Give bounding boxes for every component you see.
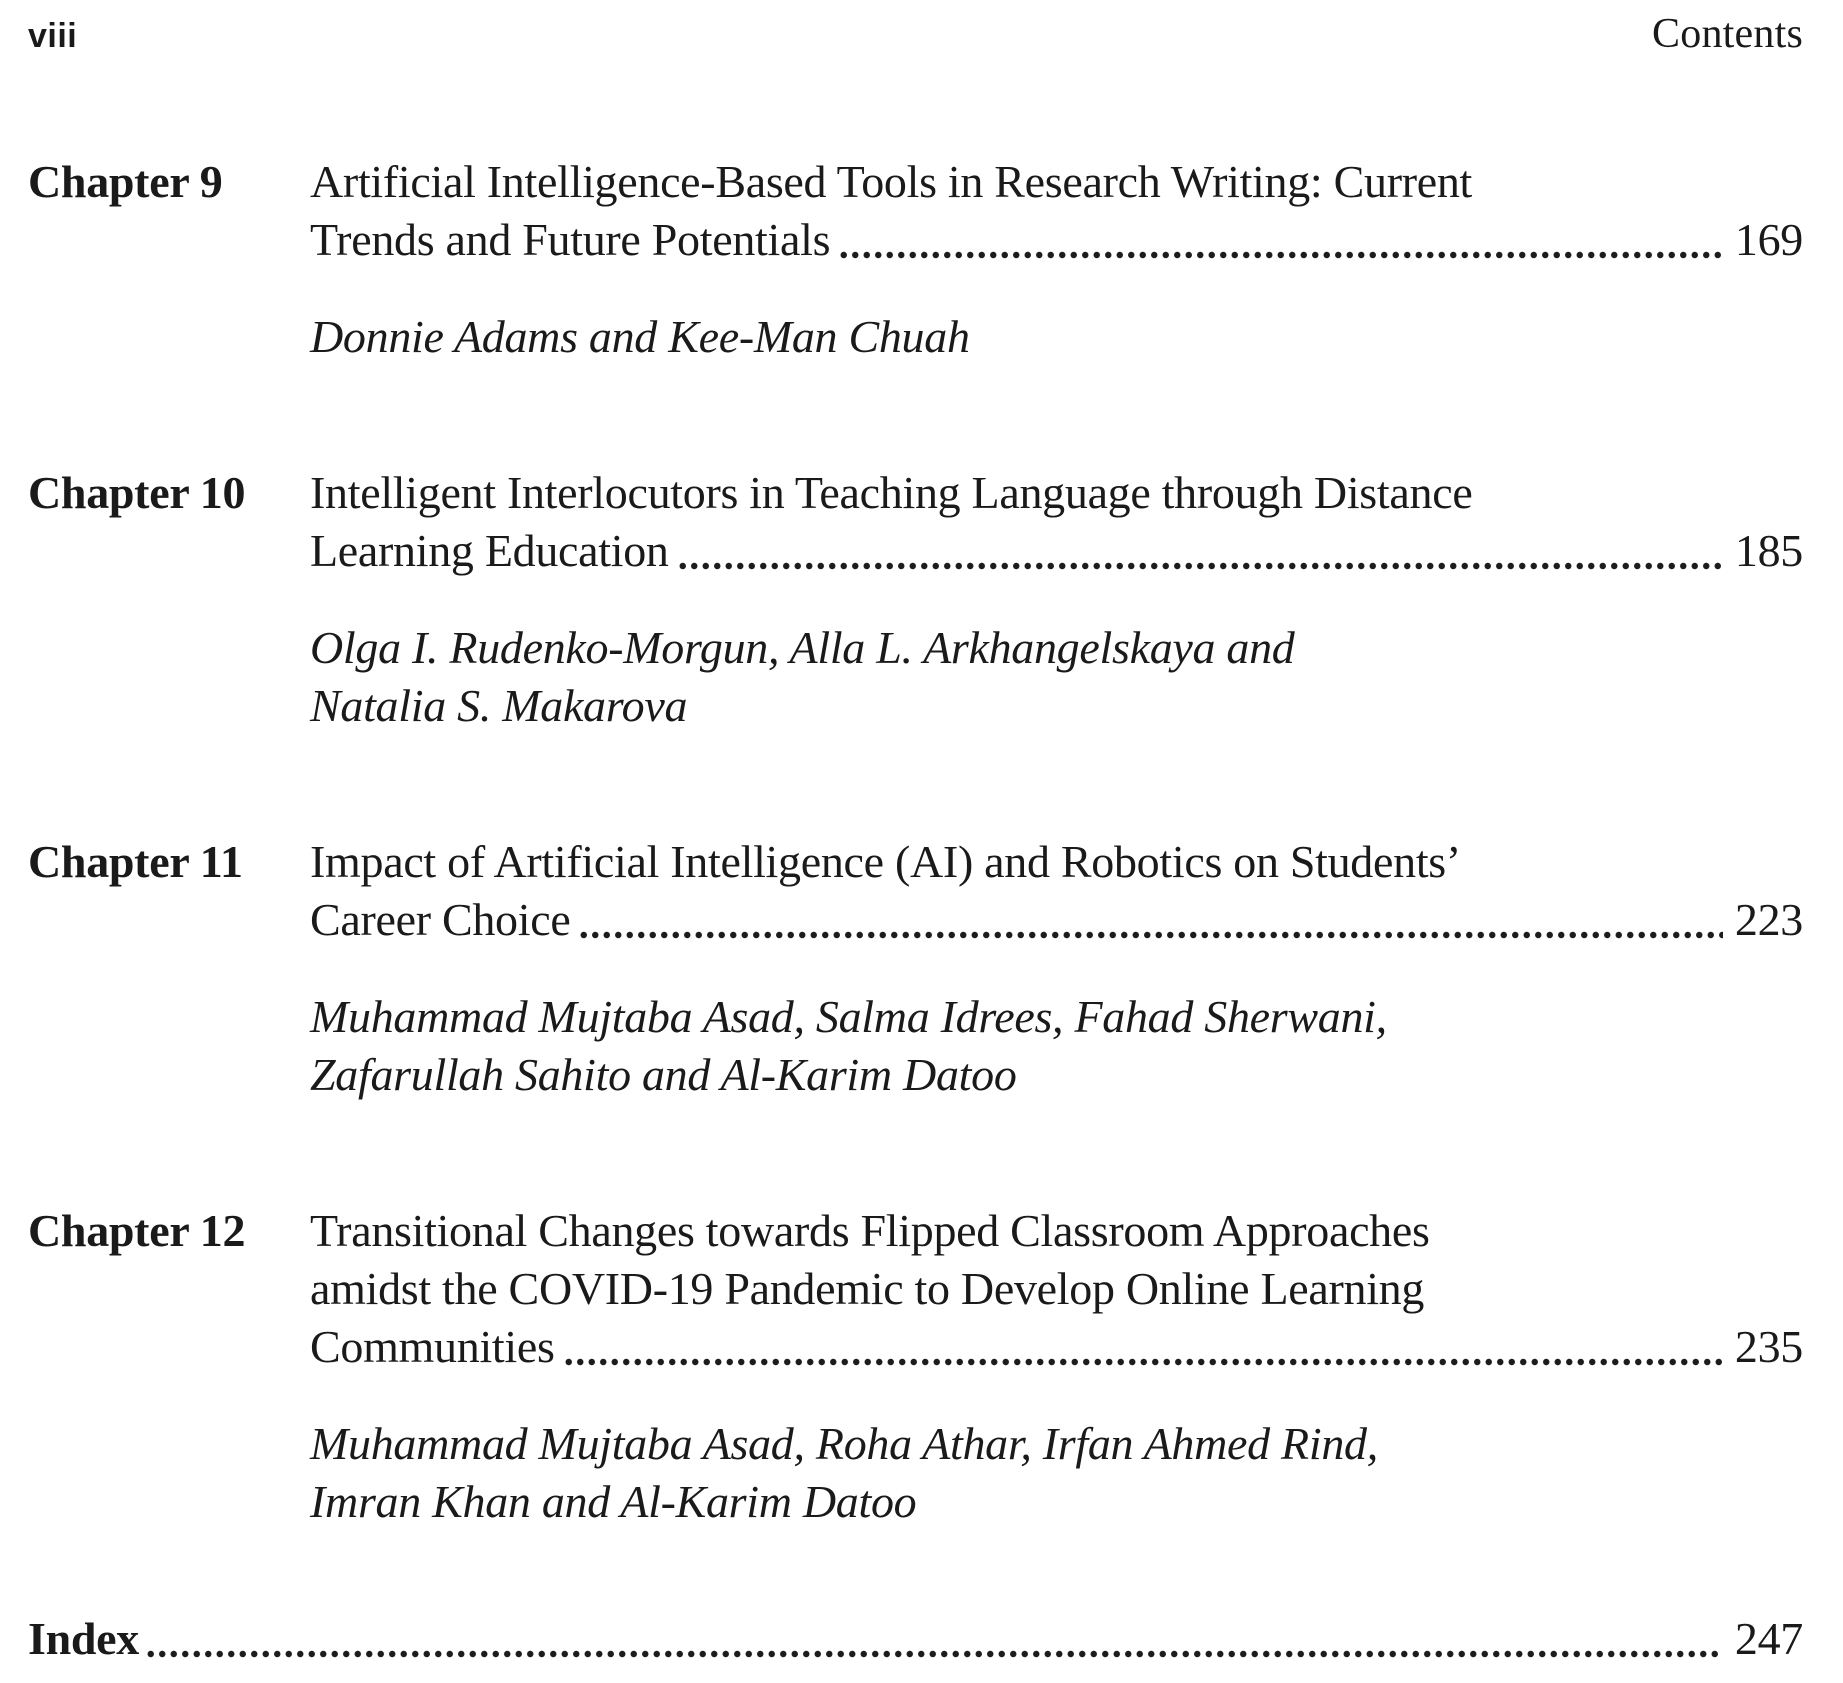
chapter-title-line: Impact of Artificial Intelligence (AI) and Robotics on Students’ [310,836,1461,887]
chapter-title-text: Trends and Future Potentials [310,214,831,265]
dot-leader [677,522,1723,580]
chapter-title-line: Intelligent Interlocutors in Teaching Language through Distance [310,467,1473,518]
toc-entry-chapter-12 [28,1202,1803,1531]
page-number: 223 [1734,894,1803,945]
page-number: 247 [1734,1613,1803,1664]
chapter-title-text: Career Choice [310,894,571,945]
chapter-title-last-line [310,891,1803,949]
dot-leader [563,1318,1723,1376]
toc-entry-chapter-10 [28,464,1803,735]
chapter-authors [310,308,1803,366]
toc-entry-body [310,153,1803,366]
author-line: Donnie Adams and Kee-Man Chuah [310,311,970,362]
chapter-label: Chapter 11 [28,836,243,887]
chapter-title-last-line [310,522,1803,580]
chapter-label: Chapter 10 [28,467,246,518]
author-line: Muhammad Mujtaba Asad, Roha Athar, Irfan Ahmed Rind, [310,1418,1378,1469]
running-head: Contents [1652,11,1803,57]
page-number: 169 [1734,214,1803,265]
dot-leader [838,211,1723,269]
toc-entry-body [310,464,1803,735]
chapter-authors [310,988,1803,1104]
page-number: 235 [1734,1321,1803,1372]
folio-page-number: viii [28,17,78,55]
chapter-authors [310,1415,1803,1531]
toc-entry-body [310,833,1803,1104]
dot-leader [578,891,1722,949]
chapter-title-text: Learning Education [310,525,669,576]
toc-entry-chapter-9 [28,153,1803,366]
page-header [28,5,1803,63]
page-number: 185 [1734,525,1803,576]
author-line: Natalia S. Makarova [310,680,688,731]
chapter-title-last-line [310,211,1803,269]
author-line: Olga I. Rudenko-Morgun, Alla L. Arkhangelskaya and [310,622,1295,673]
chapter-title-line: Artificial Intelligence-Based Tools in Research Writing: Current [310,156,1473,207]
chapter-label: Chapter 12 [28,1205,246,1256]
chapter-title-text: Communities [310,1321,555,1372]
author-line: Imran Khan and Al-Karim Datoo [310,1476,917,1527]
toc-entry-index [28,1610,1803,1668]
chapter-title-line: amidst the COVID-19 Pandemic to Develop Online Learning [310,1263,1425,1314]
toc-entry-body [310,1202,1803,1531]
index-label: Index [28,1613,139,1664]
toc-entry-chapter-11 [28,833,1803,1104]
dot-leader [145,1610,1723,1668]
chapter-label: Chapter 9 [28,156,223,207]
author-line: Zafarullah Sahito and Al-Karim Datoo [310,1049,1017,1100]
chapter-title-last-line [310,1318,1803,1376]
author-line: Muhammad Mujtaba Asad, Salma Idrees, Fahad Sherwani, [310,991,1387,1042]
chapter-title-line: Transitional Changes towards Flipped Classroom Approaches [310,1205,1430,1256]
chapter-authors [310,619,1803,735]
